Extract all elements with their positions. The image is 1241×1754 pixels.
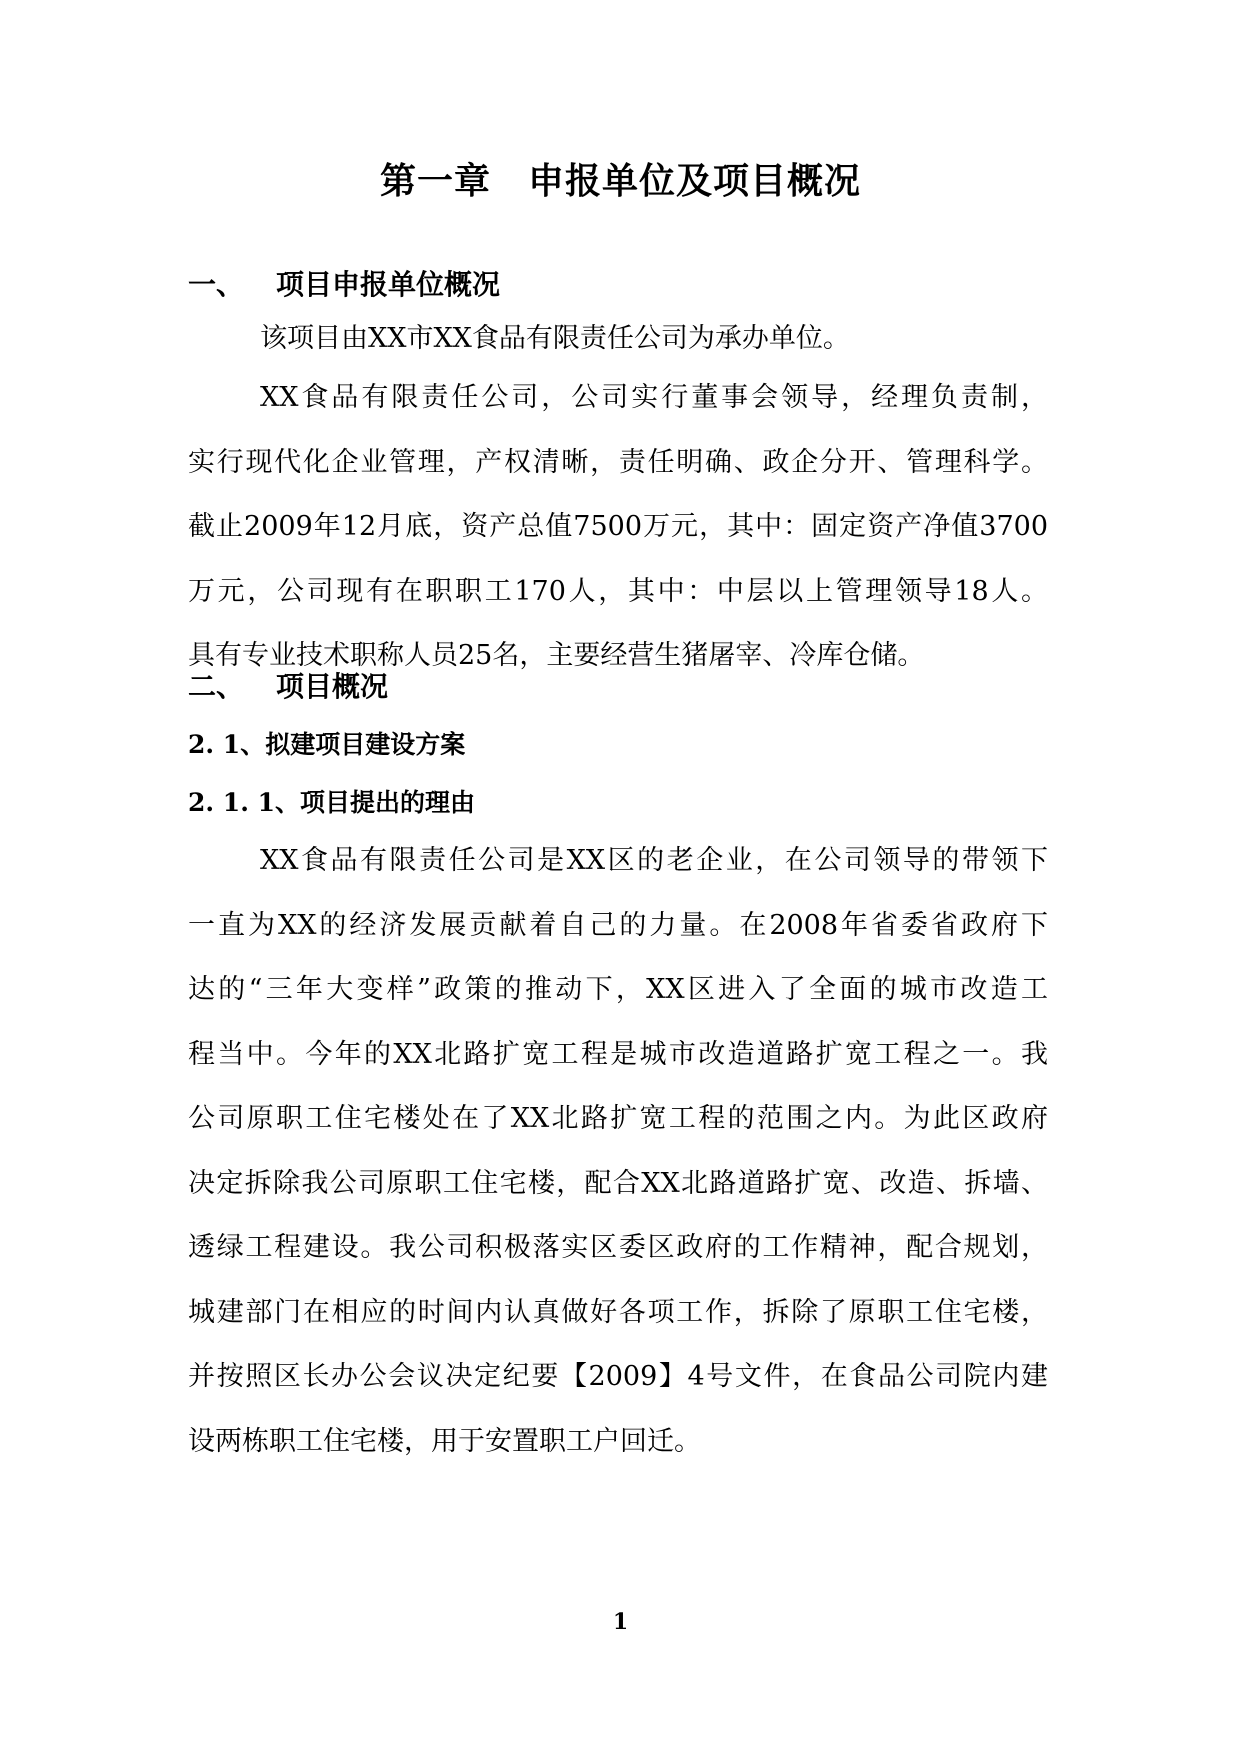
paragraph-line: 设两栋职工住宅楼，用于安置职工户回迁。 <box>188 1425 701 1457</box>
paragraph-line: XX食品有限责任公司，公司实行董事会领导，经理负责制， <box>260 382 1048 413</box>
paragraph-line: 万元，公司现有在职职工170人，其中：中层以上管理领导18人。 <box>188 575 1048 607</box>
paragraph-line: 具有专业技术职称人员25名，主要经营生猪屠宰、冷库仓储。 <box>188 640 925 671</box>
paragraph-line: 截止2009年12月底，资产总值7500万元，其中：固定资产净值3700 <box>188 511 1048 542</box>
paragraph-line: XX食品有限责任公司是XX区的老企业，在公司领导的带领下 <box>260 845 1048 876</box>
paragraph-line: 透绿工程建设。我公司积极落实区委区政府的工作精神，配合规划， <box>188 1232 1048 1263</box>
paragraph-line: 该项目由XX市XX食品有限责任公司为承办单位。 <box>260 323 850 354</box>
subsection-heading-2-1: 2. 1、拟建项目建设方案 <box>188 730 466 759</box>
paragraph-line: 公司原职工住宅楼处在了XX北路扩宽工程的范围之内。为此区政府 <box>188 1103 1048 1134</box>
paragraph-intro <box>188 307 1048 372</box>
paragraph-line: 程当中。今年的XX北路扩宽工程是城市改造道路扩宽工程之一。我 <box>188 1038 1048 1070</box>
paragraph-line: 达的“三年大变样”政策的推动下，XX区进入了全面的城市改造工 <box>188 974 1048 1005</box>
chapter-title: 第一章 申报单位及项目概况 <box>379 160 861 202</box>
paragraph-reason <box>188 829 1048 1474</box>
paragraph-line: 并按照区长办公会议决定纪要【2009】4号文件，在食品公司院内建 <box>188 1361 1048 1392</box>
paragraph-line: 决定拆除我公司原职工住宅楼，配合XX北路道路扩宽、改造、拆墙、 <box>188 1167 1048 1199</box>
section-number: 二、 <box>188 670 245 703</box>
subsection-heading-2-1-1: 2. 1. 1、项目提出的理由 <box>188 788 476 817</box>
paragraph-line: 城建部门在相应的时间内认真做好各项工作，拆除了原职工住宅楼， <box>188 1296 1048 1328</box>
paragraph-line: 实行现代化企业管理，产权清晰，责任明确、政企分开、管理科学。 <box>188 446 1048 478</box>
paragraph-line: 一直为XX的经济发展贡献着自己的力量。在2008年省委省政府下 <box>188 909 1048 941</box>
section-title: 项目申报单位概况 <box>276 268 501 301</box>
section-title: 项目概况 <box>276 670 389 703</box>
section-heading-2 <box>188 667 388 707</box>
section-heading-1 <box>188 265 500 305</box>
paragraph-company <box>188 366 1048 689</box>
section-number: 一、 <box>188 268 245 301</box>
page-number: 1 <box>612 1609 629 1635</box>
